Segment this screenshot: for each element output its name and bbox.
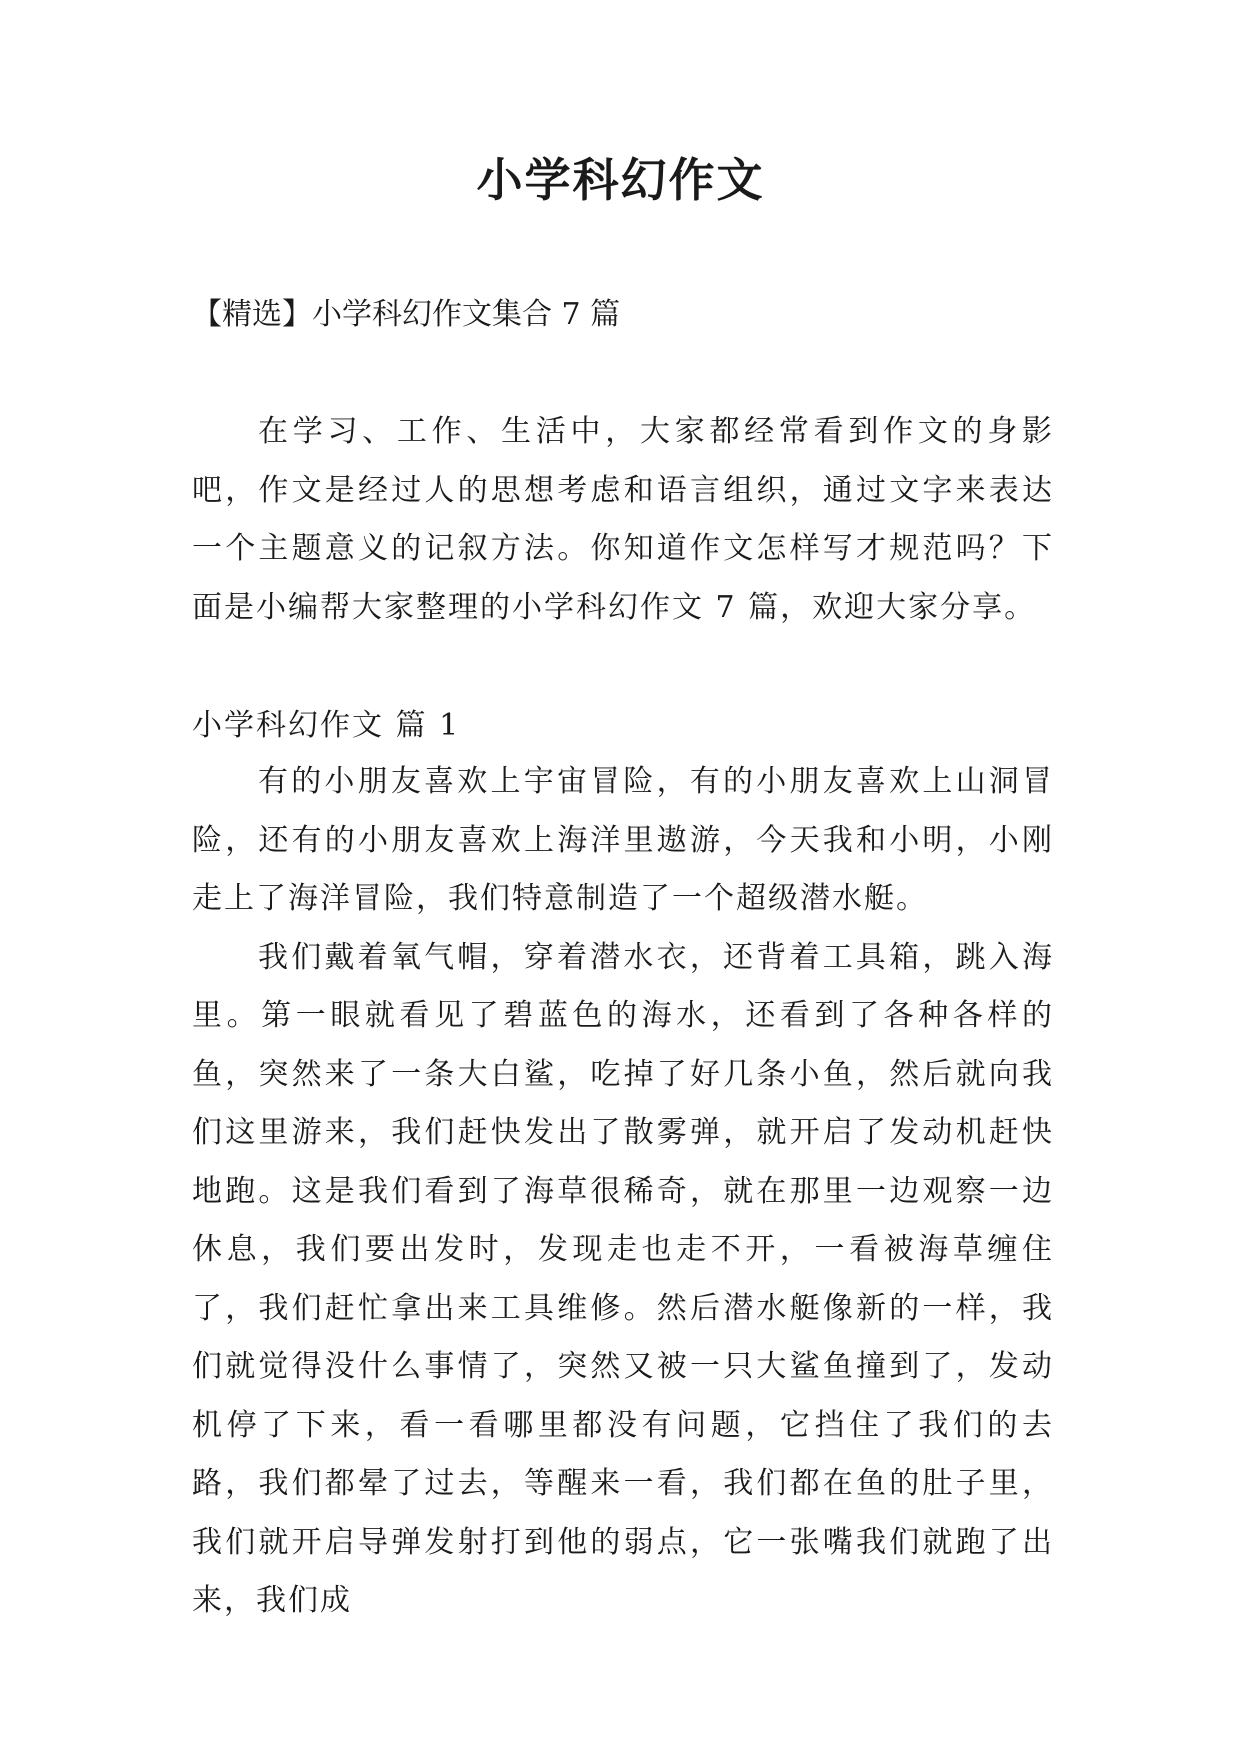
essay-body [192,753,1054,1631]
document-subtitle: 【精选】小学科幻作文集合 7 篇 [192,297,621,332]
essay-paragraph: 我们戴着氧气帽，穿着潜水衣，还背着工具箱，跳入海里。第一眼就看见了碧蓝色的海水，还看到了各种各样的鱼，突然来了一条大白鲨，吃掉了好几条小鱼，然后就向我们这里游来，我们赶快发出了散雾弹，就开启了发动机赶快地跑。这是我们看到了海草很稀奇，就在那里一边观察一边休息，我们要出发时，发现走也走不开，一看被海草缠住了，我们赶忙拿出来工具维修。然后潜水艇像新的一样，我们就觉得没什么事情了，突然又被一只大鲨鱼撞到了，发动机停了下来，看一看哪里都没有问题，它挡住了我们的去路，我们都晕了过去，等醒来一看，我们都在鱼的肚子里，我们就开启导弹发射打到他的弱点，它一张嘴我们就跑了出来，我们成 [192,939,1054,1618]
document-title: 小学科幻作文 [476,153,765,207]
intro-paragraph: 在学习、工作、生活中，大家都经常看到作文的身影吧，作文是经过人的思想考虑和语言组织，通过文字来表达一个主题意义的记叙方法。你知道作文怎样写才规范吗？下面是小编帮大家整理的小学科幻作文 7 篇，欢迎大家分享。 [192,414,1054,625]
section-heading: 小学科幻作文 篇 1 [192,708,461,743]
essay-paragraph: 有的小朋友喜欢上宇宙冒险，有的小朋友喜欢上山洞冒险，还有的小朋友喜欢上海洋里遨游，今天我和小明，小刚走上了海洋冒险，我们特意制造了一个超级潜水艇。 [192,764,1054,916]
